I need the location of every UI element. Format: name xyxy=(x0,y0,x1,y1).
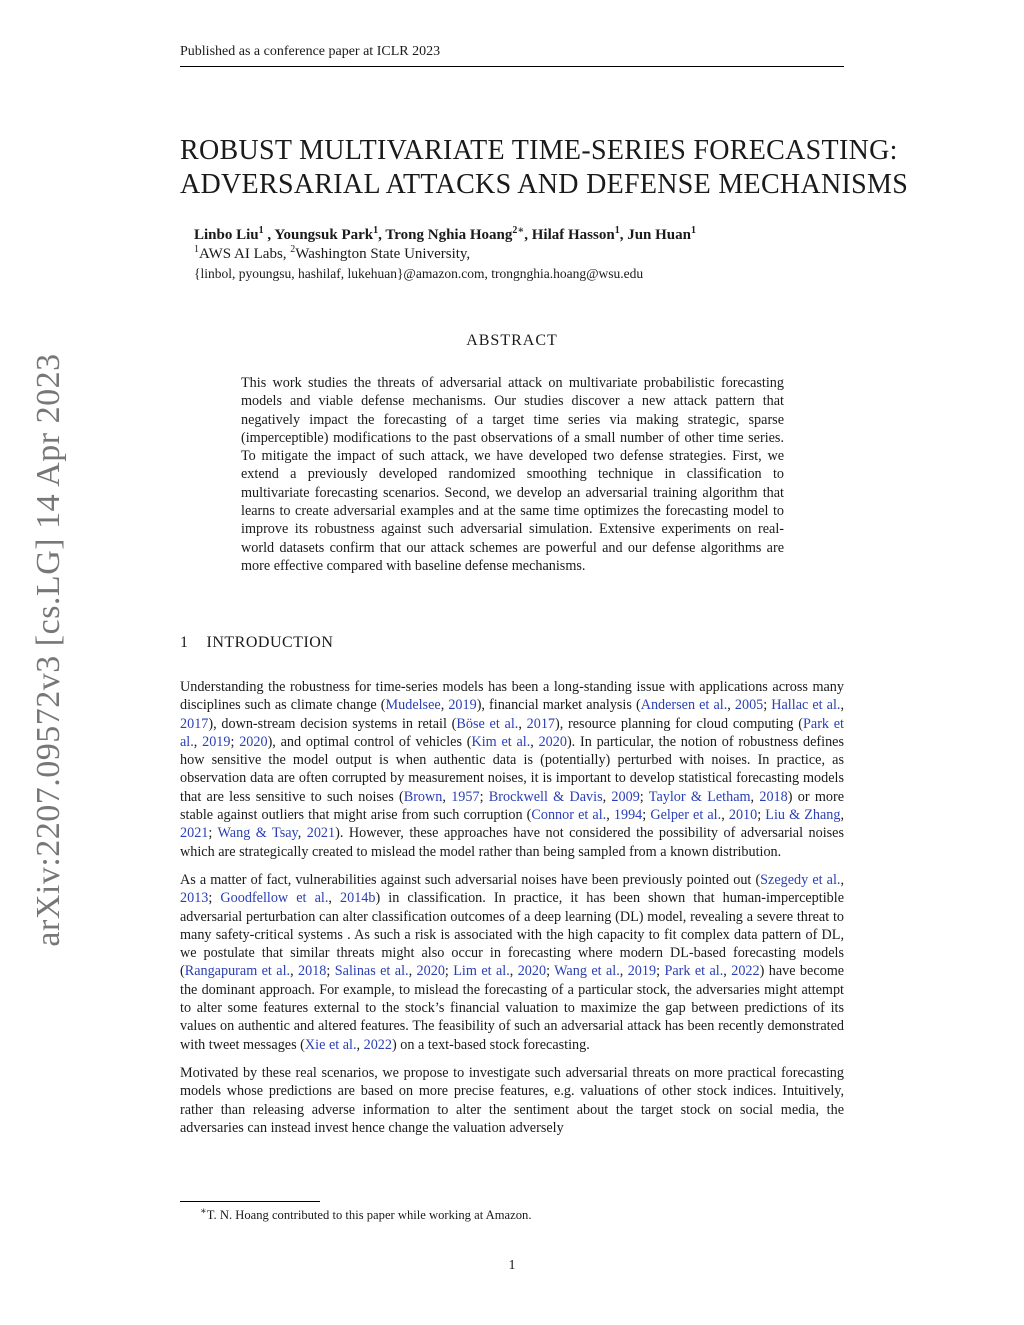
citation-link[interactable]: 2020 xyxy=(416,963,445,980)
footnote-marker: ∗ xyxy=(200,1205,207,1217)
paragraph-text: ; xyxy=(479,788,489,805)
paragraph-text: , xyxy=(606,807,614,824)
paragraph-text: , xyxy=(723,963,732,980)
body-text xyxy=(180,678,844,1147)
citation-link[interactable]: Liu & Zhang xyxy=(765,807,841,824)
citation-link[interactable]: 2018 xyxy=(759,788,788,805)
paragraph-text: ; xyxy=(230,733,240,750)
paragraph-text: As a matter of fact, vulnerabilities against such adversarial noises have been previously pointed out ( xyxy=(180,871,761,888)
paragraph-text: ) or more stable against outliers that might arise from such corruption ( xyxy=(180,788,844,824)
paragraph-text: ), and optimal control of vehicles ( xyxy=(267,733,472,750)
citation-link[interactable]: Rangapuram et al. xyxy=(184,963,291,980)
paragraph-text: , xyxy=(509,963,518,980)
paragraph-text: ). In particular, the notion of robustness defines how sensitive the model output is when authentic data is (potentially) perturbed with noises. In practice, as observation data are often corrupted by measurement noises, it is important to develop statistical forecasting models that are less sensitive to such noises ( xyxy=(180,733,845,805)
citation-link[interactable]: Böse et al. xyxy=(456,715,519,732)
affiliation-2: Washington State University, xyxy=(295,246,471,262)
affiliations xyxy=(194,245,854,264)
paragraph-text: , xyxy=(750,788,760,805)
header-rule xyxy=(180,66,844,67)
paragraph-text: ) in classification. In practice, it has been shown that human-imperceptible adversarial perturbation can alter classification outcomes of a deep learning (DL) model, revealing a severe threat to many safety-critical systems . As such a risk is associated with the high capacity to fit complex data pattern of DL, we postulate that similar threats might also occur in forecasting where modern DL-based forecasting models ( xyxy=(180,890,844,980)
paragraph-text: ) on a text-based stock forecasting. xyxy=(391,1036,590,1053)
paragraph-text: ; xyxy=(546,963,555,980)
footnote-rule xyxy=(180,1201,320,1202)
citation-link[interactable]: Kim et al. xyxy=(471,733,531,750)
paragraph-text: , xyxy=(297,825,307,842)
affiliation-1: AWS AI Labs, xyxy=(199,246,291,262)
paragraph-text: ), financial market analysis ( xyxy=(476,697,641,714)
citation-link[interactable]: 2010 xyxy=(728,807,758,824)
citation-link[interactable]: 2017 xyxy=(180,715,209,732)
citation-link[interactable]: 2017 xyxy=(526,715,555,732)
paragraph-text: , xyxy=(442,788,452,805)
paragraph-text: ). However, these approaches have not considered the possibility of adversarial noises which are strategically created to mislead the model rather than being sampled from a known distribution. xyxy=(180,825,844,860)
arxiv-stamp: arXiv:2207.09572v3 [cs.LG] 14 Apr 2023 xyxy=(30,353,67,947)
section-title: INTRODUCTION xyxy=(206,634,334,651)
citation-link[interactable]: 2021 xyxy=(306,825,336,842)
title-line-1: ROBUST MULTIVARIATE TIME-SERIES FORECASTING: xyxy=(180,135,898,166)
paragraph-text: , xyxy=(193,733,203,750)
citation-link[interactable]: Mudelsee xyxy=(385,697,441,714)
author-name: Youngsuk Park xyxy=(274,227,374,243)
body-paragraph xyxy=(180,871,844,1054)
paragraph-text: Understanding the robustness for time-series models has been a long-standing issue with applications across many disciplines such as climate change ( xyxy=(180,679,844,714)
section-heading xyxy=(180,634,333,652)
citation-link[interactable]: Gelper et al. xyxy=(650,807,722,824)
citation-link[interactable]: Connor et al. xyxy=(531,807,607,824)
paragraph-text: , xyxy=(840,697,844,714)
paragraph-text: ), down-stream decision systems in retail ( xyxy=(208,715,457,732)
abstract-text: This work studies the threats of adversarial attack on multivariate probabilistic forecasting models and viable defense mechanisms. Our studies discover a new attack pattern that negatively impact the forecasting of a target time series via making strategic, sparse (imperceptible) modifications to the past observations of a small number of other time series. To mitigate the impact of such attack, we have developed two defense strategies. First, we extend a previously developed randomized smoothing technique in classification to multivariate forecasting scenarios. Second, we develop an adversarial training algorithm that learns to create adversarial examples and at the same time optimizes the forecasting model to improve its robustness against such adversarial simulation. Extensive experiments on real-world datasets confirm that our attack schemes are powerful and our defense algorithms are more effective compared with baseline defense mechanisms. xyxy=(241,375,784,574)
author-affiliation-marker: 2∗ xyxy=(512,225,525,236)
citation-link[interactable]: Brown xyxy=(403,788,443,805)
citation-link[interactable]: 2013 xyxy=(180,890,209,907)
paragraph-text: , xyxy=(619,963,628,980)
citation-link[interactable]: Xie et al. xyxy=(304,1036,357,1053)
paragraph-text: , xyxy=(328,890,341,907)
citation-link[interactable]: 2018 xyxy=(298,963,327,980)
paragraph-text: , xyxy=(408,963,417,980)
paragraph-text: ; xyxy=(208,825,218,842)
running-header: Published as a conference paper at ICLR 2023 xyxy=(180,44,441,59)
citation-link[interactable]: Park et al. xyxy=(180,715,845,750)
citation-link[interactable]: Szegedy et al. xyxy=(760,871,841,888)
footnote-text: T. N. Hoang contributed to this paper while working at Amazon. xyxy=(206,1208,532,1222)
citation-link[interactable]: 1994 xyxy=(613,807,643,824)
citation-link[interactable]: 2019 xyxy=(627,963,657,980)
paragraph-text: , xyxy=(518,715,527,732)
paragraph-text: , xyxy=(721,807,729,824)
citation-link[interactable]: 2019 xyxy=(448,697,477,714)
body-paragraph xyxy=(180,678,844,861)
page-number: 1 xyxy=(508,1258,516,1273)
paragraph-text: , xyxy=(727,697,735,714)
paragraph-text: ; xyxy=(642,807,651,824)
citation-link[interactable]: Lim et al. xyxy=(453,963,510,980)
author-name: Linbo Liu xyxy=(194,227,259,243)
author-affiliation-marker: 1 xyxy=(258,225,264,236)
citation-link[interactable]: 2020 xyxy=(538,733,567,750)
paragraph-text: , xyxy=(290,963,299,980)
paper-title xyxy=(180,134,909,202)
paragraph-text: ; xyxy=(763,697,772,714)
citation-link[interactable]: 2014b xyxy=(340,890,376,907)
author-name: Hilaf Hasson xyxy=(531,227,615,243)
paragraph-text: Motivated by these real scenarios, we propose to investigate such adversarial threats on more practical forecasting models whose predictions are based on more precise features, e.g. valuations of other stock indices. Intuitively, rather than releasing adverse information to alter the sentiment about the target stock on social media, the adversaries can instead invest hence change the valuation adversely xyxy=(180,1064,844,1136)
paragraph-text: , xyxy=(840,807,845,824)
paragraph-text: ) have become the dominant approach. For example, to mislead the forecasting of a particular stock, the adversaries might attempt to alter some features external to the stock’s financial valuation to maximize the gap between predictions of its values on authentic and altered features. The feasibility of such an adversarial attack has been recently demonstrated with tweet messages ( xyxy=(180,963,845,1053)
citation-link[interactable]: Andersen et al. xyxy=(640,697,728,714)
citation-link[interactable]: 2009 xyxy=(611,788,640,805)
citation-link[interactable]: 2005 xyxy=(734,697,764,714)
paragraph-text: ; xyxy=(639,788,649,805)
author-affiliation-marker: 1 xyxy=(373,225,379,236)
paragraph-text: ; xyxy=(656,963,665,980)
author-emails: {linbol, pyoungsu, hashilaf, lukehuan}@amazon.com, trongnghia.hoang@wsu.edu xyxy=(194,266,644,281)
paragraph-text: , xyxy=(840,871,844,888)
paragraph-text: ; xyxy=(444,963,454,980)
paragraph-text: ), resource planning for cloud computing ( xyxy=(555,715,803,732)
section-number: 1 xyxy=(180,634,189,651)
citation-link[interactable]: 2022 xyxy=(731,963,760,980)
body-paragraph xyxy=(180,1064,844,1137)
affiliation-1-marker: 1 xyxy=(194,244,199,255)
author-affiliation-marker: 1 xyxy=(614,225,620,236)
citation-link[interactable]: 2020 xyxy=(517,963,547,980)
footnote xyxy=(200,1205,532,1223)
citation-link[interactable]: 2022 xyxy=(363,1036,392,1053)
citation-link[interactable]: Hallac et al. xyxy=(771,697,841,714)
author-block xyxy=(194,226,854,283)
citation-link[interactable]: Taylor & Letham xyxy=(648,788,751,805)
paragraph-text: ; xyxy=(757,807,766,824)
paragraph-text: ; xyxy=(326,963,335,980)
citation-link[interactable]: 2021 xyxy=(180,825,209,842)
author-name: Trong Nghia Hoang xyxy=(385,227,513,243)
citation-link[interactable]: 2020 xyxy=(239,733,268,750)
affiliation-2-marker: 2 xyxy=(290,244,296,255)
author-name: Jun Huan xyxy=(627,227,691,243)
citation-link[interactable]: Goodfellow et al. xyxy=(220,890,329,907)
citation-link[interactable]: 2019 xyxy=(202,733,231,750)
citation-link[interactable]: Salinas et al. xyxy=(334,963,409,980)
paragraph-text: , xyxy=(530,733,539,750)
author-affiliation-marker: 1 xyxy=(691,225,696,236)
paragraph-text: , xyxy=(440,697,449,714)
citation-link[interactable]: 1957 xyxy=(451,788,480,805)
title-line-2: ADVERSARIAL ATTACKS AND DEFENSE MECHANISMS xyxy=(180,169,909,200)
citation-link[interactable]: Wang & Tsay xyxy=(217,825,298,842)
citation-link[interactable]: Brockwell & Davis xyxy=(488,788,603,805)
citation-link[interactable]: Wang et al. xyxy=(554,963,620,980)
citation-link[interactable]: Park et al. xyxy=(664,963,724,980)
author-names: Linbo Liu$^1$ , Youngsuk Park$^1$, Trong Nghia Hoang$^{2∗}$, Hilaf Hasson$^1$, Jun Huan$^1$ xyxy=(194,225,696,243)
abstract-heading: ABSTRACT xyxy=(466,332,558,349)
paragraph-text: , xyxy=(356,1036,364,1053)
paragraph-text: ; xyxy=(208,890,221,907)
paragraph-text: , xyxy=(602,788,612,805)
